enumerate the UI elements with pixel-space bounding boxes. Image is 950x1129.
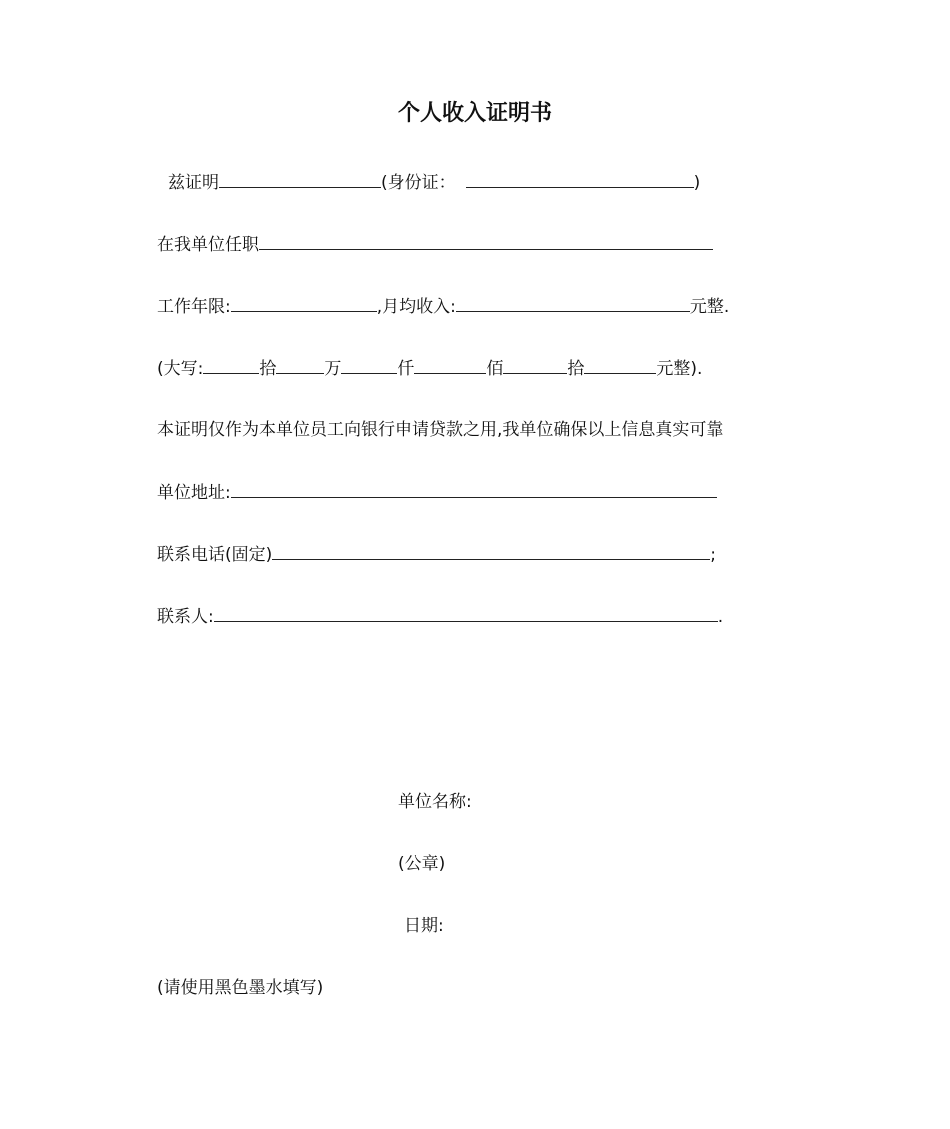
uppercase-suffix: 元整). [656,359,703,379]
official-seal-label: (公章) [398,854,446,874]
income-suffix: 元整. [689,297,730,317]
date-label: 日期: [404,916,444,936]
phone-label: 联系电话(固定) [157,545,273,565]
purpose-statement: 本证明仅作为本单位员工向银行申请贷款之用,我单位确保以上信息真实可靠 [157,420,724,440]
address-row [157,480,717,505]
contact-row [157,604,723,629]
position-row [157,232,713,257]
id-label: (身份证： [381,173,456,193]
uppercase-blank-2[interactable] [276,356,324,374]
uppercase-blank-3[interactable] [341,356,397,374]
phone-blank[interactable] [272,542,710,560]
id-number-blank[interactable] [466,170,694,188]
name-blank[interactable] [219,170,381,188]
contact-label: 联系人: [157,607,214,627]
income-label: ,月均收入: [376,297,456,317]
contact-suffix: . [717,607,724,627]
position-blank[interactable] [259,232,713,250]
income-uppercase-row [157,356,702,381]
phone-suffix: ; [710,545,716,565]
document-title: 个人收入证明书 [397,101,552,126]
income-blank[interactable] [456,294,690,312]
tenure-label: 工作年限: [157,297,231,317]
unit-qian: 仟 [397,359,415,379]
address-label: 单位地址: [157,483,231,503]
tenure-income-row [157,294,729,319]
unit-shi-2: 拾 [567,359,585,379]
id-close-paren: ) [693,173,701,193]
address-blank[interactable] [231,480,717,498]
unit-bai: 佰 [486,359,504,379]
phone-row [157,542,716,567]
uppercase-label: (大写: [157,359,204,379]
uppercase-blank-6[interactable] [584,356,656,374]
tenure-blank[interactable] [231,294,377,312]
certify-name-row [168,170,700,195]
certify-prefix: 兹证明 [168,173,219,193]
unit-shi-1: 拾 [259,359,277,379]
ink-note: (请使用黑色墨水填写) [157,978,324,998]
contact-blank[interactable] [214,604,718,622]
uppercase-blank-1[interactable] [203,356,259,374]
unit-wan: 万 [324,359,342,379]
uppercase-blank-4[interactable] [414,356,486,374]
position-prefix: 在我单位任职 [157,235,259,255]
uppercase-blank-5[interactable] [503,356,567,374]
unit-name-label: 单位名称: [398,792,472,812]
